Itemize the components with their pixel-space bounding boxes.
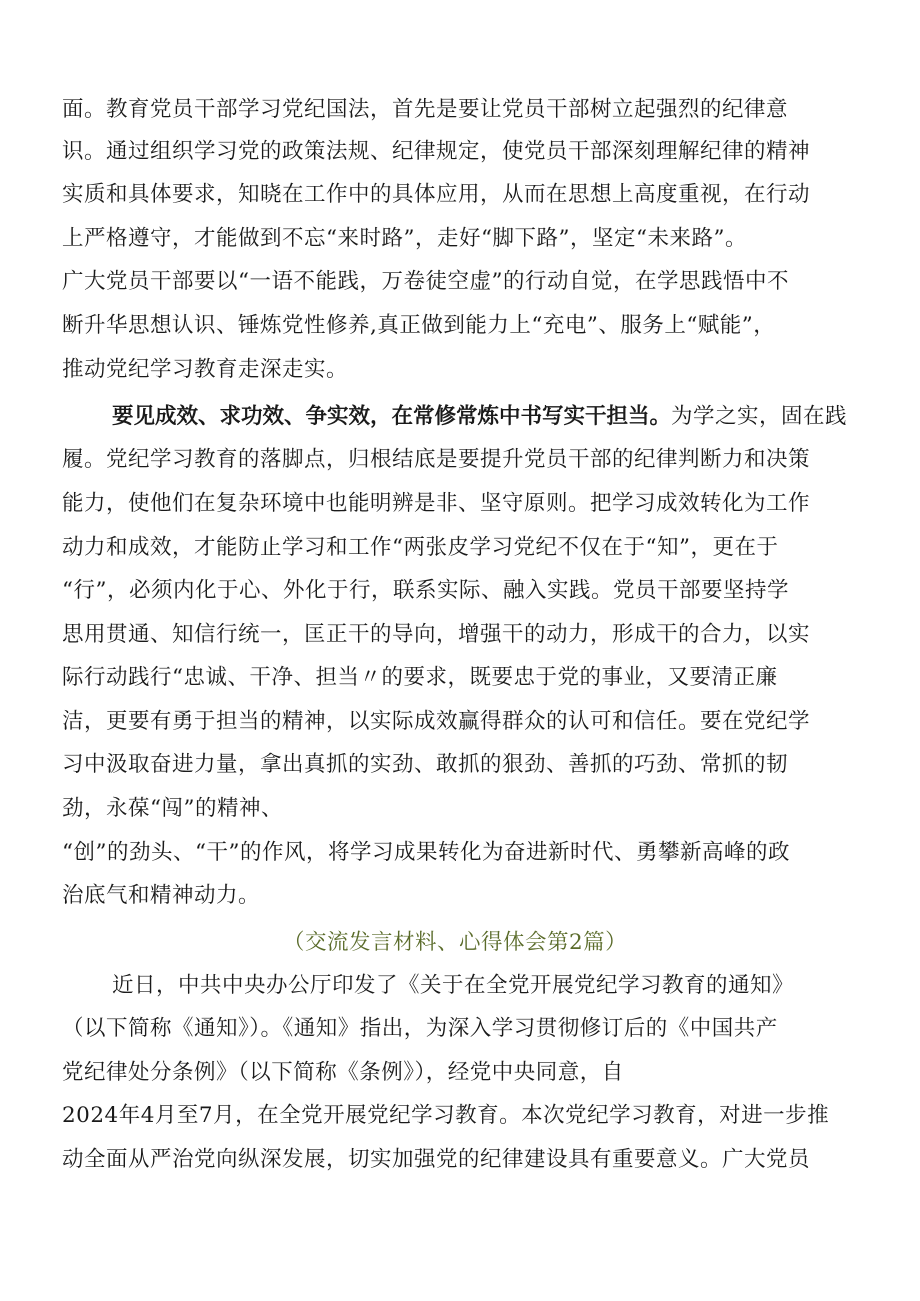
paragraph-2-line-12: 治底气和精神动力。 [62, 883, 261, 908]
paragraph-1-line-1: 面。教育党员干部学习党纪国法，首先是要让党员干部树立起强烈的纪律意 [62, 97, 789, 122]
paragraph-2-line-2: 履。党纪学习教育的落脚点，归根结底是要提升党员干部的纪律判断力和决策 [62, 447, 811, 472]
paragraph-2-line-7: 际行动践行“忠诚、干净、担当〃的要求，既要忠于党的事业，又要清正廉 [62, 665, 778, 690]
paragraph-2-line-9: 习中汲取奋进力量，拿出真抓的实劲、敢抓的狠劲、善抓的巧劲、常抓的韧 [62, 752, 789, 777]
paragraph-3-line-4: 2024年4月至7月，在全党开展党纪学习教育。本次党纪学习教育，对进一步推 [62, 1103, 830, 1128]
paragraph-1-line-3: 实质和具体要求，知晓在工作中的具体应用，从而在思想上高度重视，在行动 [62, 182, 811, 207]
paragraph-1-line-2: 识。通过组织学习党的政策法规、纪律规定，使党员干部深刻理解纪律的精神 [62, 139, 811, 164]
paragraph-2-line-11: “创”的劲头、“干”的作风，将学习成果转化为奋进新时代、勇攀新高峰的政 [62, 840, 790, 865]
paragraph-2-line-3: 能力，使他们在复杂环境中也能明辨是非、坚守原则。把学习成效转化为工作 [62, 491, 811, 516]
paragraph-2-line-1 [112, 402, 847, 432]
paragraph-1-line-7: 推动党纪学习教育走深走实。 [62, 357, 349, 382]
paragraph-2-bold-lead: 要见成效、求功效、争实效，在常修常炼中书写实干担当。 [112, 404, 672, 429]
paragraph-2-line-4: 动力和成效，才能防止学习和工作“两张皮学习党纪不仅在于“知”，更在于 [62, 535, 779, 560]
paragraph-1-line-4: 上严格遵守，才能做到不忘“来时路”，走好“脚下路”，坚定“未来路”。 [62, 226, 747, 251]
paragraph-2-line-5: “行”，必须内化于心、外化于行，联系实际、融入实践。党员干部要坚持学 [62, 578, 789, 603]
paragraph-3-line-5: 动全面从严治党向纵深发展，切实加强党的纪律建设具有重要意义。广大党员 [62, 1147, 811, 1172]
paragraph-2-line-8: 洁，更要有勇于担当的精神，以实际成效赢得群众的认可和信任。要在党纪学 [62, 709, 811, 734]
section-heading: （交流发言材料、心得体会第2篇） [283, 930, 628, 955]
paragraph-2-line-6: 思用贯通、知信行统一，匡正干的导向，增强干的动力，形成干的合力，以实 [62, 622, 811, 647]
paragraph-1-line-5: 广大党员干部要以“一语不能践，万卷徒空虚”的行动自觉，在学思践悟中不 [62, 269, 789, 294]
paragraph-2-lead-rest: 为学之实，固在践 [671, 404, 848, 429]
paragraph-3-line-1: 近日，中共中央办公厅印发了《关于在全党开展党纪学习教育的通知》 [112, 973, 795, 998]
paragraph-3-line-3: 党纪律处分条例》（以下简称《条例》），经党中央同意，自 [62, 1060, 624, 1085]
paragraph-3-line-2: （以下简称《通知》）。《通知》指出，为深入学习贯彻修订后的《中国共产 [62, 1016, 778, 1041]
paragraph-1-line-6: 断升华思想认识、锤炼党性修养,真正做到能力上“充电”、服务上“赋能”， [62, 313, 776, 338]
paragraph-2-line-10: 劲，永葆“闯”的精神、 [62, 796, 283, 821]
